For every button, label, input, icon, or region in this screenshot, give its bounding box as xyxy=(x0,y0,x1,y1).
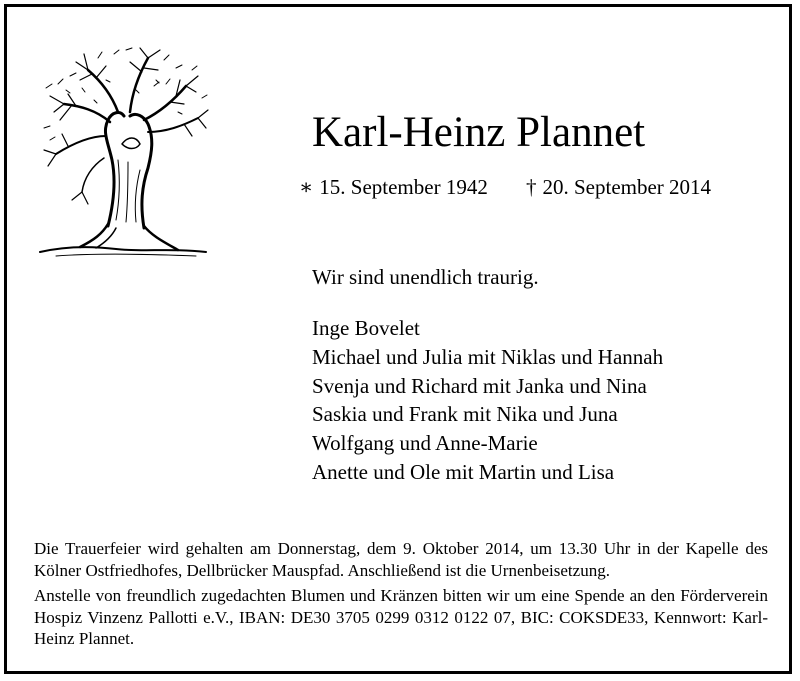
list-item: Inge Bovelet xyxy=(312,316,420,340)
birth-star-icon: ∗ xyxy=(299,175,314,199)
birth-date: 15. September 1942 xyxy=(319,175,488,199)
list-item: Saskia und Frank mit Nika und Juna xyxy=(312,402,618,427)
mourners-list xyxy=(312,314,663,487)
birth-date-line xyxy=(299,174,488,200)
list-item: Svenja und Richard mit Janka und Nina xyxy=(312,373,647,398)
death-date-line xyxy=(526,174,711,200)
footer-text xyxy=(34,538,768,650)
death-date: 20. September 2014 xyxy=(542,175,712,199)
list-item: Michael und Julia mit Niklas und Hannah xyxy=(312,344,664,369)
ceremony-paragraph: Die Trauerfeier wird gehalten am Donnerstag, dem 9. Oktober 2014, um 13.30 Uhr in der Kapelle des Kölner Ostfriedhofes, Dellbrücker Mauspfad. Anschließend ist die Urnenbeisetzung. xyxy=(34,539,768,580)
list-item: Wolfgang und Anne-Marie xyxy=(312,431,538,456)
death-cross-icon: † xyxy=(526,175,537,199)
intro-text: Wir sind unendlich traurig. xyxy=(312,265,539,289)
deceased-name: Karl-Heinz Plannet xyxy=(312,109,646,156)
tree-icon xyxy=(36,40,212,260)
list-item: Anette und Ole mit Martin und Lisa xyxy=(312,459,615,484)
donation-paragraph: Anstelle von freundlich zugedachten Blumen und Kränzen bitten wir um eine Spende an den Förderverein Hospiz Vinzenz Pallotti e.V., IBAN: DE30 3705 0299 0312 0122 07, BIC: COKSDE33, Kennwort: Karl-Heinz Plannet. xyxy=(34,586,768,648)
